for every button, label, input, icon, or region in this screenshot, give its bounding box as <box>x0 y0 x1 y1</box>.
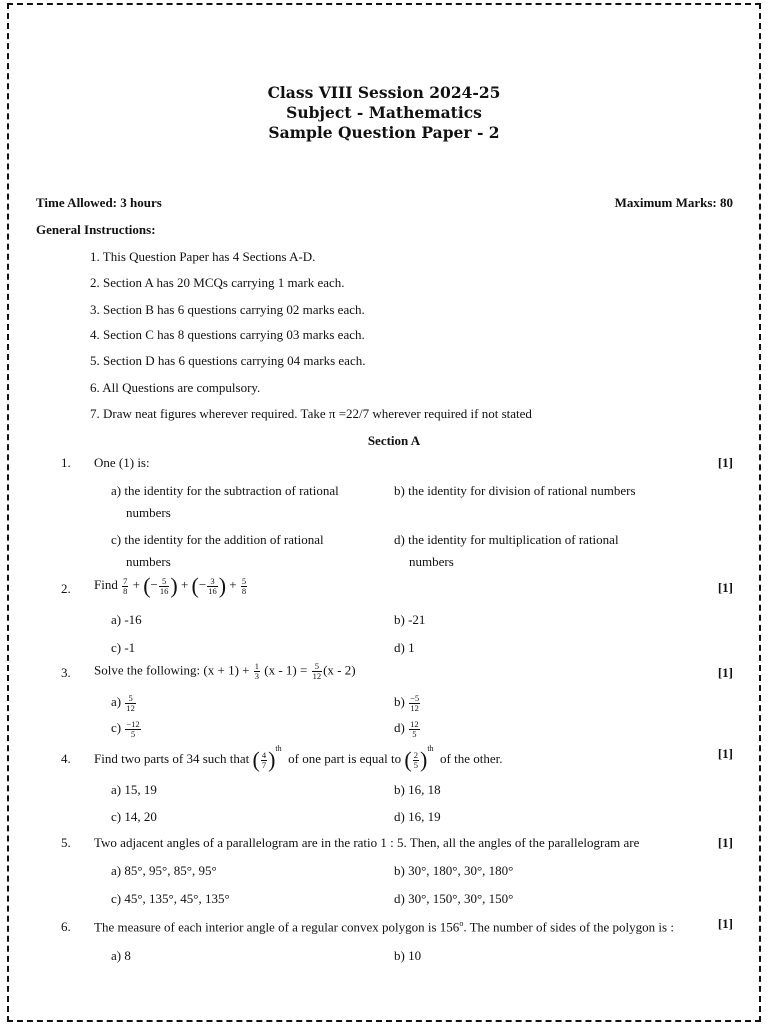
option-a: a) the identity for the subtraction of rational numbers <box>111 483 339 520</box>
question-marks: [1] <box>717 835 733 850</box>
instruction-item: 6. All Questions are compulsory. <box>90 380 261 395</box>
option-a: a) $\frac{5}{12}$ <box>111 692 135 713</box>
instruction-item: 4. Section C has 8 questions carrying 03 marks each. <box>90 327 365 342</box>
question-marks: [1] <box>717 746 733 761</box>
time-allowed: Time Allowed: 3 hours <box>36 195 162 210</box>
general-instructions-heading: General Instructions: <box>36 222 156 237</box>
option-d: d) the identity for multiplication of rational numbers <box>394 532 619 569</box>
option-a: a) 85°, 95°, 85°, 95° <box>111 863 217 878</box>
question-number: 5. <box>61 835 71 850</box>
option-a: a) 8 <box>111 948 131 963</box>
option-b: b) the identity for division of rational numbers <box>394 483 636 498</box>
question-number: 2. <box>61 581 71 596</box>
option-c: c) 14, 20 <box>111 809 157 824</box>
option-b: b) -21 <box>394 612 426 627</box>
question-marks: [1] <box>717 916 733 931</box>
question-marks: [1] <box>717 665 733 680</box>
question-text: Solve the following: (x + 1) + $\frac{1}{3}$ (x - 1) = $\frac{5}{12}$ (x - 2) <box>94 661 356 681</box>
question-number: 1. <box>61 455 71 470</box>
question-marks: [1] <box>717 455 733 470</box>
option-b: b) 10 <box>394 948 422 963</box>
paper-header <box>0 83 768 143</box>
question-number: 4. <box>61 751 71 766</box>
option-c: c) $\frac{-12}{5}$ <box>111 718 140 739</box>
question-text: Two adjacent angles of a parallelogram are in the ratio 1 : 5. Then, all the angles of the parallelogram are <box>94 835 640 850</box>
option-d: d) 1 <box>394 640 415 655</box>
option-d: d) 16, 19 <box>394 809 441 824</box>
question-text: Find two parts of 34 such that ( $\frac{4}{7}$ )$^{th}$ of one part is equal to ( $\frac{2}{5}$ )$^{th}$ of the other. <box>94 744 503 773</box>
header-class: Class VIII Session 2024-25 <box>267 83 501 102</box>
question-number: 6. <box>61 919 71 934</box>
question-number: 3. <box>61 665 71 680</box>
option-c: c) 45°, 135°, 45°, 135° <box>111 891 230 906</box>
option-a: a) -16 <box>111 612 142 627</box>
option-d: d) 30°, 150°, 30°, 150° <box>394 891 514 906</box>
instruction-item: 2. Section A has 20 MCQs carrying 1 mark each. <box>90 275 345 290</box>
question-text: The measure of each interior angle of a regular convex polygon is 156$^o$. The number of sides of the polygon is : <box>94 919 674 935</box>
question-text: Find $\frac{7}{8}$ + (− $\frac{5}{16}$ ) + (− $\frac{3}{16}$ ) + $\frac{5}{8}$ <box>94 573 247 598</box>
option-b: b) 30°, 180°, 30°, 180° <box>394 863 514 878</box>
option-b: b) 16, 18 <box>394 782 441 797</box>
question-marks: [1] <box>717 580 733 595</box>
option-a: a) 15, 19 <box>111 782 157 797</box>
instruction-item: 5. Section D has 6 questions carrying 04 marks each. <box>90 353 366 368</box>
maximum-marks: Maximum Marks: 80 <box>614 195 733 210</box>
header-subject: Subject - Mathematics <box>286 103 482 122</box>
option-c: c) -1 <box>111 640 136 655</box>
instruction-item: 1. This Question Paper has 4 Sections A-D. <box>90 249 316 264</box>
option-d: d) $\frac{12}{5}$ <box>394 718 419 739</box>
question-text: One (1) is: <box>94 455 150 470</box>
section-title: Section A <box>367 433 421 448</box>
instruction-item: 7. Draw neat figures wherever required. Take π =22/7 wherever required if not stated <box>90 406 532 421</box>
instruction-item: 3. Section B has 6 questions carrying 02 marks each. <box>90 302 365 317</box>
option-b: b) $\frac{-5}{12}$ <box>394 692 420 713</box>
header-paper: Sample Question Paper - 2 <box>268 123 500 142</box>
option-c: c) the identity for the addition of rational numbers <box>111 532 324 569</box>
